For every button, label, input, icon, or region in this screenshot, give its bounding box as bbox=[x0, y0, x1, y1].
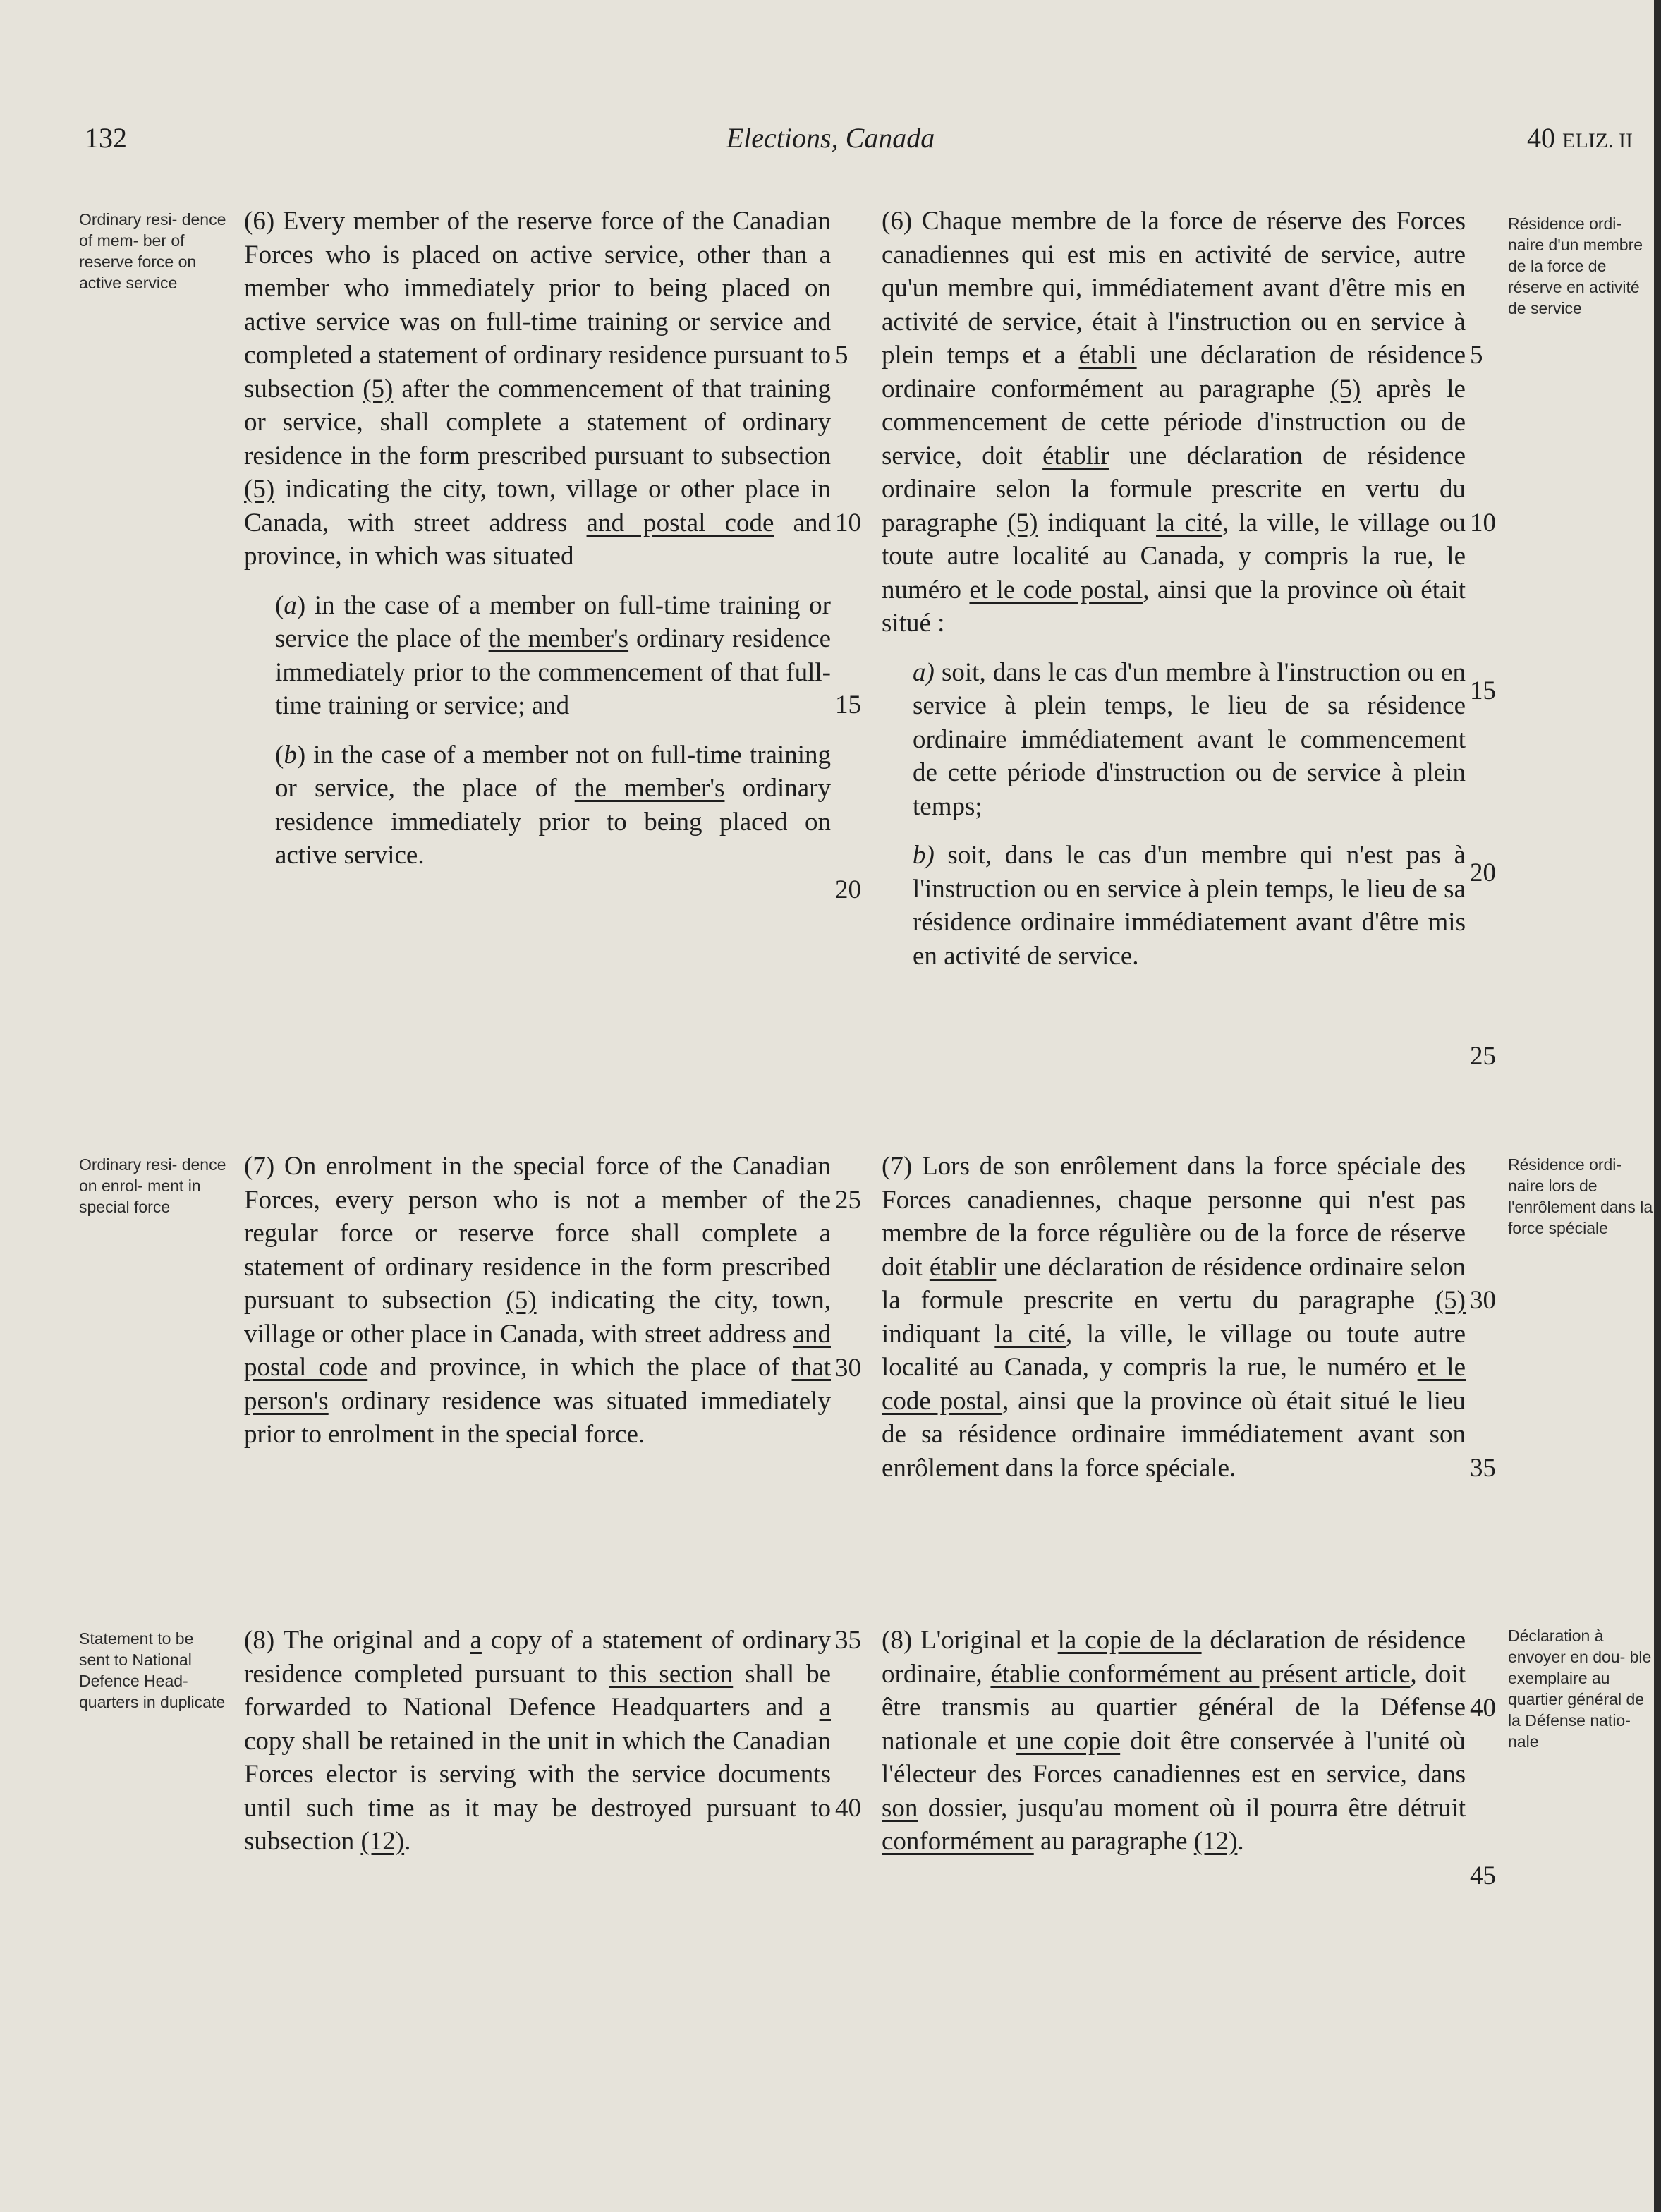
line-number-en: 10 bbox=[835, 509, 861, 537]
line-number-en: 30 bbox=[835, 1354, 861, 1382]
en-s8-body: (8) The original and a copy of a statement of ordinary residence completed pursuant to this section shall be forwarded to National Defence Headquarters and a copy shall be retained in the unit in which the Canadian Forces elector is serving with the service documents until such time as it may be destroyed pursuant to subsection (12). bbox=[244, 1626, 832, 1856]
en-s6-para-b: (b) in the case of a member not on full-time training or service, the place of the member's ordinary residence immediately prior to being placed on active service. bbox=[275, 740, 831, 870]
page-edge bbox=[1654, 0, 1661, 2212]
margin-note-en-s7: Ordinary resi- dence on enrol- ment in special force bbox=[79, 1155, 226, 1216]
en-section-6 bbox=[244, 205, 831, 873]
en-s6-body: (6) Every member of the reserve force of the Canadian Forces who is placed on active service, other than a member who immediately prior to being placed on active service was on full-time training or service and completed a statement of ordinary residence pursuant to subsection (5) after the commencement of that training or service, shall complete a statement of ordinary residence in the form prescribed pursuant to subsection (5) indicating the city, town, village or other place in Canada, with street address and postal code and province, in which was situated bbox=[244, 207, 832, 571]
en-section-7 bbox=[244, 1150, 831, 1452]
fr-s7-body: (7) Lors de son enrôlement dans la force spéciale des Forces canadiennes, chaque personne qui n'est pas membre de la force régulière ou de la force de réserve doit établir une déclaration de résidence ordinaire selon la formule prescrite en vertu du paragraphe (5) indiquant la cité, la ville, le village ou toute autre localité au Canada, y compris la rue, le numéro et le code postal, ainsi que la province où était situé le lieu de sa résidence ordinaire immédiatement avant son enrôlement dans la force spéciale. bbox=[882, 1152, 1466, 1483]
line-number-fr: 25 bbox=[1470, 1042, 1496, 1071]
fr-s6-para-a: a) soit, dans le cas d'un membre à l'instruction ou en service à plein temps, le lieu de sa résidence ordinaire immédiatement avant le commencement de cette période d'instruction ou de service à plein temps; bbox=[913, 657, 1466, 821]
line-number-fr: 10 bbox=[1470, 509, 1496, 537]
en-section-8 bbox=[244, 1624, 831, 1859]
margin-note-en-s6: Ordinary resi- dence of mem- ber of reserve force on active service bbox=[79, 210, 226, 292]
line-number-fr: 35 bbox=[1470, 1454, 1496, 1483]
line-number-fr: 5 bbox=[1470, 341, 1483, 370]
margin-note-fr-s7: Résidence ordi- naire lors de l'enrôlement dans la force spéciale bbox=[1508, 1155, 1653, 1237]
regnal-year bbox=[1527, 121, 1633, 158]
line-number-en: 40 bbox=[835, 1794, 861, 1823]
line-number-fr: 15 bbox=[1470, 676, 1496, 705]
fr-section-8 bbox=[882, 1624, 1466, 1859]
regnal-abbr: ELIZ. II bbox=[1562, 129, 1633, 152]
line-number-fr: 40 bbox=[1470, 1694, 1496, 1722]
en-s6-para-a: (a) in the case of a member on full-time training or service the place of the member's ordinary residence immediately prior to the commencement of that full-time training or service; and bbox=[275, 590, 831, 720]
fr-section-7 bbox=[882, 1150, 1466, 1485]
line-number-en: 20 bbox=[835, 875, 861, 904]
fr-s8-body: (8) L'original et la copie de la déclaration de résidence ordinaire, établie conformément au présent article, doit être transmis au quartier général de la Défense nationale et une copie doit être conservée à l'unité où l'électeur des Forces canadiennes est en service, dans son dossier, jusqu'au moment où il pourra être détruit conformément au paragraphe (12). bbox=[882, 1626, 1466, 1856]
margin-note-fr-s6: Résidence ordi- naire d'un membre de la force de réserve en activité de service bbox=[1508, 214, 1643, 317]
line-number-fr: 30 bbox=[1470, 1286, 1496, 1315]
line-number-en: 15 bbox=[835, 691, 861, 719]
fr-section-6 bbox=[882, 205, 1466, 973]
line-number-fr: 45 bbox=[1470, 1861, 1496, 1890]
margin-note-fr-s8: Déclaration à envoyer en dou- ble exemplaire au quartier général de la Défense natio- nale bbox=[1508, 1627, 1652, 1751]
line-number-en: 5 bbox=[835, 341, 848, 370]
regnal-year-number: 40 bbox=[1527, 122, 1556, 154]
line-number-fr: 20 bbox=[1470, 858, 1496, 887]
fr-s6-body: (6) Chaque membre de la force de réserve des Forces canadiennes qui est mis en activité de service, autre qu'un membre qui, immédiatement avant d'être mis en activité de service, était à l'instruction ou en service à plein temps et a établi une déclaration de résidence ordinaire conformément au paragraphe (5) après le commencement de cette période d'instruction ou de service, doit établir une déclaration de résidence ordinaire selon la formule prescrite en vertu du paragraphe (5) indiquant la cité, la ville, le village ou toute autre localité au Canada, y compris la rue, le numéro et le code postal, ainsi que la province où était situé : bbox=[882, 207, 1466, 638]
margin-note-en-s8: Statement to be sent to National Defence Head- quarters in duplicate bbox=[79, 1629, 226, 1711]
en-s7-body: (7) On enrolment in the special force of the Canadian Forces, every person who is not a member of the regular force or reserve force shall complete a statement of ordinary residence in the form prescribed pursuant to subsection (5) indicating the city, town, village or other place in Canada, with street address and postal code and province, in which the place of that person's ordinary residence was situated immediately prior to enrolment in the special force. bbox=[244, 1152, 832, 1449]
fr-s6-para-b: b) soit, dans le cas d'un membre qui n'est pas à l'instruction ou en service à plein temps, le lieu de sa résidence ordinaire immédiatement avant d'être mis en activité de service. bbox=[913, 841, 1466, 971]
line-number-en: 25 bbox=[835, 1186, 861, 1215]
page-number: 132 bbox=[85, 122, 127, 154]
running-title: Elections, Canada bbox=[726, 122, 935, 154]
line-number-en: 35 bbox=[835, 1626, 861, 1655]
